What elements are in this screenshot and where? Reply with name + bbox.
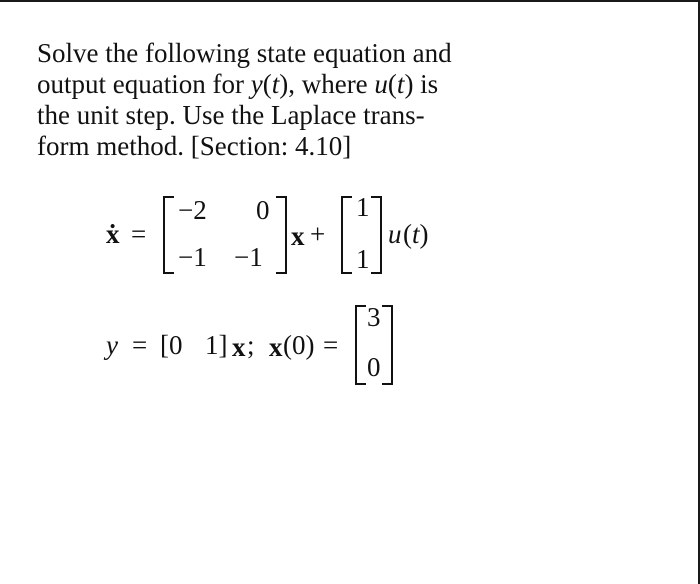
plus-sign: + <box>310 219 326 249</box>
input-u: u <box>388 219 402 249</box>
problem-line-2: output equation for y(t), where u(t) is <box>37 69 439 99</box>
vector-b-right-bracket <box>371 196 382 274</box>
matrix-a-right-bracket <box>276 196 287 274</box>
equals-sign: = <box>323 330 339 360</box>
vector-x0-cell: 3 <box>367 302 381 332</box>
matrix-c-open: [0 <box>160 330 183 360</box>
matrix-a-cell: 0 <box>256 195 270 225</box>
semicolon: ; <box>247 330 255 360</box>
problem-line-4: form method. [Section: 4.10] <box>37 131 352 161</box>
vector-x0-left-bracket <box>355 305 366 385</box>
initial-state-x: x <box>269 332 283 362</box>
problem-line-3: the unit step. Use the Laplace trans- <box>37 100 425 130</box>
input-arg: (t) <box>403 219 429 249</box>
x-dot-symbol: ẋ <box>106 219 120 249</box>
vector-b-left-bracket <box>341 196 352 274</box>
vector-x0-cell: 0 <box>367 352 381 382</box>
matrix-a-cell: −1 <box>234 242 263 272</box>
vector-b-cell: 1 <box>356 244 370 274</box>
equals-sign: = <box>131 219 147 249</box>
vector-x0-right-bracket <box>382 305 393 385</box>
problem-line-1: Solve the following state equation and <box>37 38 452 68</box>
equals-sign: = <box>132 330 148 360</box>
matrix-a-cell: −1 <box>178 242 207 272</box>
state-vector-x: x <box>291 221 305 251</box>
initial-state-arg: (0) <box>283 330 315 360</box>
matrix-a-left-bracket <box>163 196 174 274</box>
matrix-a-cell: −2 <box>178 195 207 225</box>
matrix-c-close: 1] <box>205 330 228 360</box>
top-border <box>0 0 700 2</box>
state-vector-x: x <box>232 332 246 362</box>
output-y: y <box>106 330 118 360</box>
problem-statement <box>37 38 497 162</box>
vector-b-cell: 1 <box>356 192 370 222</box>
